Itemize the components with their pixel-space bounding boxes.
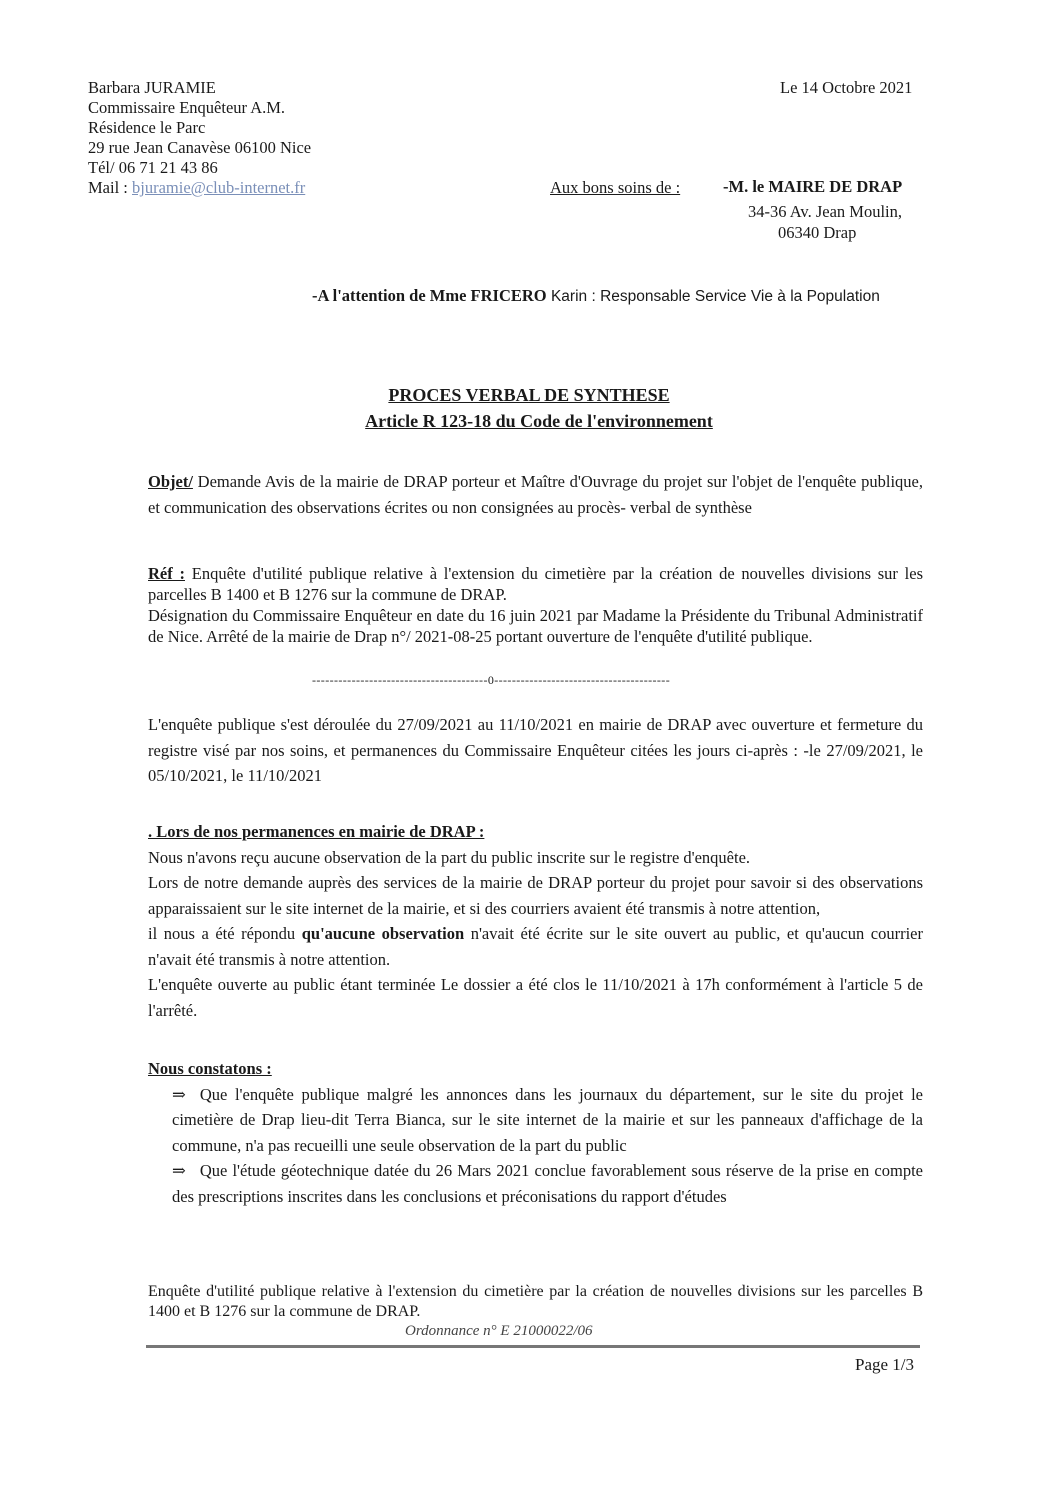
intro-paragraph: L'enquête publique s'est déroulée du 27/09/2021 au 11/10/2021 en mairie de DRAP avec ouverture et fermeture du registre visé par nos soins, et permanences du Commissaire Enquêteur citées les jours ci-après : -le 27/09/2021, le 05/10/2021, le 11/10/2021 (148, 715, 923, 785)
permanences-p4: L'enquête ouverte au public étant terminée Le dossier a été clos le 11/10/2021 à 17h conformément à l'article 5 de l'arrêté. (148, 975, 923, 1020)
footer-rule (146, 1345, 920, 1348)
sender-name: Barbara JURAMIE (88, 78, 216, 97)
ref-label: Réf : (148, 564, 185, 583)
permanences-section (148, 819, 923, 1023)
objet-label: Objet/ (148, 472, 193, 491)
letter-date: Le 14 Octobre 2021 (780, 78, 913, 97)
sender-phone: Tél/ 06 71 21 43 86 (88, 158, 218, 177)
objet-paragraph (148, 469, 923, 520)
attention-line (312, 286, 880, 306)
objet-text: Demande Avis de la mairie de DRAP porteur et Maître d'Ouvrage du projet sur l'objet de l'enquête publique, et communication des observations écrites ou non consignées au procès- verbal de synthèse (148, 472, 923, 517)
permanences-p3b: qu'aucune observation (301, 924, 465, 943)
page-number: Page 1/3 (855, 1355, 915, 1374)
recipient-street: 34-36 Av. Jean Moulin, (748, 202, 902, 221)
arrow-icon: ⇒ (172, 1161, 186, 1180)
arrow-icon: ⇒ (172, 1084, 186, 1104)
footer-ordonnance: Ordonnance n° E 21000022/06 (405, 1323, 593, 1339)
permanences-p3c: n'avait été écrite sur le site ouvert au public, et qu'aucun courrier n'avait été transmis à notre attention. (148, 924, 923, 969)
recipient-name: -M. le MAIRE DE DRAP (723, 177, 903, 196)
document-subtitle: Article R 123-18 du Code de l'environnement (365, 411, 713, 431)
sender-address: 29 rue Jean Canavèse 06100 Nice (88, 138, 312, 157)
sender-mail-label: Mail : (88, 178, 128, 197)
permanences-p2: Lors de notre demande auprès des services de la mairie de DRAP porteur du projet pour savoir si des observations apparaissaient sur le site internet de la mairie, et si des courriers avaient été transmis à notre attention, (148, 873, 923, 918)
ref-text-1: Enquête d'utilité publique relative à l'extension du cimetière par la création de nouvelles divisions sur les parcelles B 1400 et B 1276 sur la commune de DRAP. (148, 564, 923, 604)
sender-role: Commissaire Enquêteur A.M. (88, 98, 286, 117)
permanences-p1: Nous n'avons reçu aucune observation de la part du public inscrite sur le registre d'enquête. (148, 847, 751, 867)
constats-section (148, 1056, 923, 1209)
ref-text-2: Désignation du Commissaire Enquêteur en date du 16 juin 2021 par Madame la Présidente du Tribunal Administratif de Nice. Arrêté de la mairie de Drap n°/ 2021-08-25 portant ouverture de l'enquête d'utilité publique. (148, 606, 923, 646)
recipient-city: 06340 Drap (778, 223, 857, 242)
recipient-label: Aux bons soins de : (550, 178, 681, 197)
sender-residence: Résidence le Parc (88, 118, 206, 137)
attention-prefix: -A l'attention de Mme FRICERO (312, 286, 547, 305)
constats-item-2: ⇒ Que l'étude géotechnique datée du 26 Mars 2021 conclue favorablement sous réserve de la prise en compte des prescriptions inscrites dans les conclusions et préconisations du rapport d'études (172, 1161, 923, 1206)
constats-item-1: ⇒ Que l'enquête publique malgré les annonces dans les journaux du département, sur le site du projet le cimetière de Drap lieu-dit Terra Bianca, sur le site internet de la mairie et sur les panneaux d'affichage de la commune, n'a pas recueilli une seule observation de la part du public (172, 1084, 923, 1155)
permanences-p3 (148, 921, 923, 972)
attention-rest: Karin : Responsable Service Vie à la Population (546, 288, 880, 305)
document-title: PROCES VERBAL DE SYNTHESE (388, 385, 670, 405)
ref-paragraph (148, 563, 923, 647)
sender-mail-link[interactable]: bjuramie@club-internet.fr (132, 178, 306, 197)
footer-text: Enquête d'utilité publique relative à l'extension du cimetière par la création de nouvelles divisions sur les parcelles B 1400 et B 1276 sur la commune de DRAP. (148, 1283, 923, 1320)
separator: ----------------------------------------0---------------------------------------- (312, 673, 671, 687)
permanences-heading: . Lors de nos permanences en mairie de DRAP : (148, 822, 485, 841)
permanences-p3a: il nous a été répondu (148, 924, 302, 943)
sender-block (88, 78, 408, 198)
constats-heading: Nous constatons : (148, 1059, 272, 1078)
sender-mail-line (88, 178, 408, 198)
